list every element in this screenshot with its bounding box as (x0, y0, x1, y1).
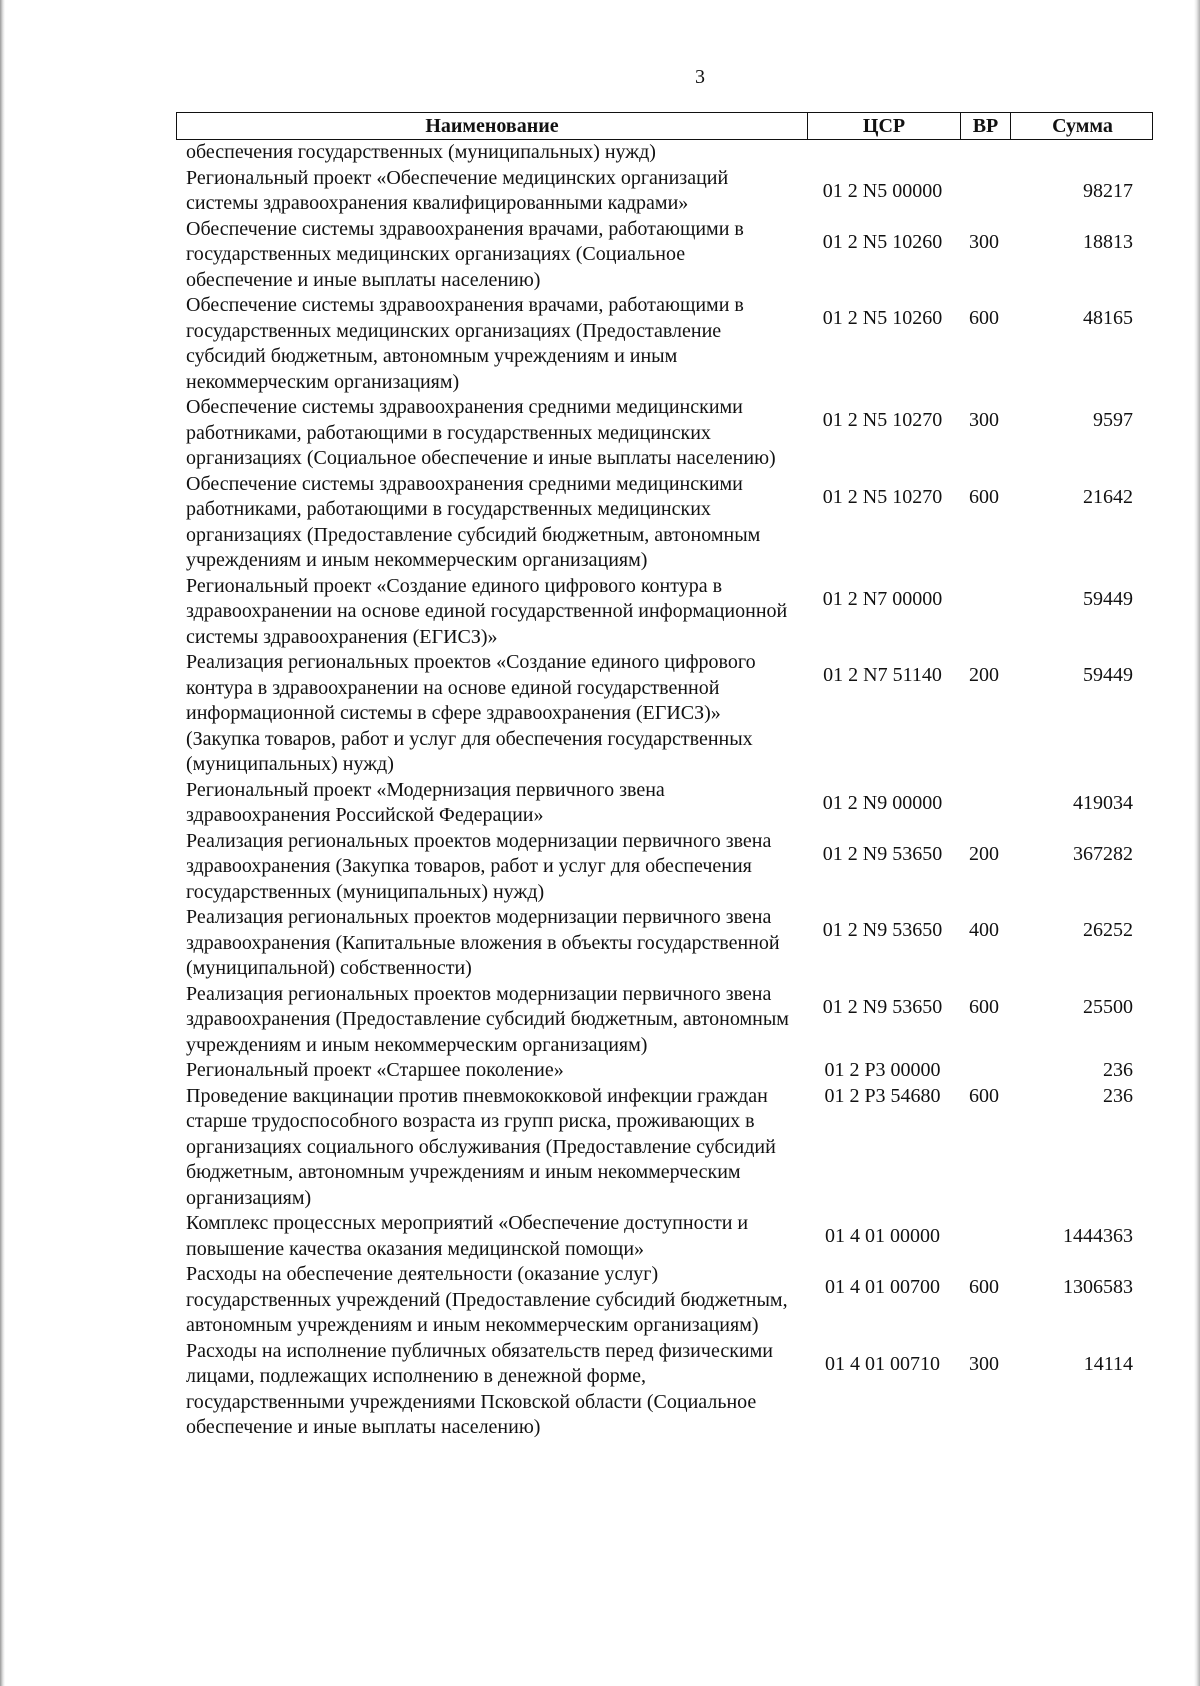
table-row (176, 293, 1153, 395)
row-csr: 01 2 N5 10270 (822, 485, 943, 508)
table-header (176, 112, 1153, 140)
row-csr: 01 2 P3 00000 (824, 1059, 941, 1081)
row-csr: 01 2 N5 00000 (822, 179, 943, 202)
table-row (176, 166, 1153, 217)
row-vr: 300 (969, 230, 999, 253)
row-csr: 01 2 N5 10260 (822, 230, 943, 253)
row-name: Реализация региональных проектов модернизации первичного звена здравоохранения (Предоставление субсидий бюджетным, автономным учреждениям и иным некоммерческим организациям) (186, 982, 789, 1056)
row-vr: 600 (969, 1276, 999, 1298)
row-csr: 01 2 N9 53650 (822, 842, 943, 865)
row-name: Региональный проект «Обеспечение медицинских организаций системы здравоохранения квалифицированными кадрами» (186, 166, 729, 214)
row-sum: 1306583 (1063, 1276, 1133, 1298)
row-name: Региональный проект «Модернизация первичного звена здравоохранения Российской Федерации» (186, 778, 665, 826)
row-name: Обеспечение системы здравоохранения средними медицинскими работниками, работающими в государственных медицинских организациях (Предоставление субсидий бюджетным, автономным учреждениям и иным некоммерческим организациям) (186, 472, 761, 571)
row-name: обеспечения государственных (муниципальных) нужд) (186, 141, 656, 163)
row-vr (959, 166, 1009, 217)
row-sum: 367282 (1073, 842, 1133, 865)
row-sum: 236 (1103, 1084, 1133, 1107)
table-row (176, 1262, 1153, 1339)
table-row (176, 905, 1153, 982)
table-row (176, 829, 1153, 906)
row-sum: 48165 (1083, 307, 1133, 329)
page-number: 3 (695, 66, 705, 88)
header-csr: ЦСР (807, 113, 960, 139)
row-name: Обеспечение системы здравоохранения врачами, работающими в государственных медицинских организациях (Социальное обеспечение и иные выплаты населению) (186, 217, 744, 291)
row-vr: 600 (969, 485, 999, 508)
row-csr: 01 2 P3 54680 (824, 1084, 941, 1107)
row-sum: 419034 (1073, 791, 1133, 814)
row-name: Проведение вакцинации против пневмококковой инфекции граждан старше трудоспособного возраста из групп риска, проживающих в организациях социального обслуживания (Предоставление субсидий бюджетным, автономным учреждениям и иным некоммерческим организациям) (186, 1084, 776, 1209)
row-csr: 01 4 01 00700 (825, 1276, 940, 1298)
scan-edge-left (0, 0, 5, 1686)
header-sum: Сумма (1010, 113, 1154, 139)
table-row (176, 982, 1153, 1059)
row-csr: 01 4 01 00000 (825, 1225, 940, 1247)
row-name: Обеспечение системы здравоохранения средними медицинскими работниками, работающими в государственных медицинских организациях (Социальное обеспечение и иные выплаты населению) (186, 396, 776, 469)
row-name: Реализация региональных проектов модернизации первичного звена здравоохранения (Капитальные вложения в объекты государственной (муниципальной) собственности) (186, 906, 780, 979)
table-row-continuation (176, 140, 1153, 166)
row-sum: 25500 (1083, 995, 1133, 1018)
row-sum: 21642 (1083, 485, 1133, 508)
row-sum: 1444363 (1063, 1225, 1133, 1247)
row-vr (959, 778, 1009, 829)
row-name: Региональный проект «Старшее поколение» (186, 1059, 564, 1081)
row-name: Региональный проект «Создание единого цифрового контура в здравоохранении на основе единой государственной информационной системы здравоохранения (ЕГИСЗ)» (186, 574, 788, 648)
table-row (176, 1339, 1153, 1441)
row-csr: 01 4 01 00710 (825, 1352, 940, 1375)
row-vr: 300 (969, 409, 999, 431)
row-csr: 01 2 N5 10270 (822, 409, 943, 431)
table-row (176, 472, 1153, 574)
budget-table (176, 112, 1153, 1441)
row-csr: 01 2 N9 00000 (822, 791, 943, 814)
scan-edge-right (1194, 0, 1200, 1686)
table-row (176, 778, 1153, 829)
row-sum: 236 (1103, 1059, 1133, 1081)
row-sum: 18813 (1083, 230, 1133, 253)
row-name: Расходы на обеспечение деятельности (оказание услуг) государственных учреждений (Предоставление субсидий бюджетным, автономным учреждениям и иным некоммерческим организациям) (186, 1263, 788, 1336)
row-vr: 400 (969, 919, 999, 941)
table-row (176, 395, 1153, 472)
row-vr: 200 (969, 664, 999, 686)
table-row (176, 1084, 1153, 1212)
row-sum: 9597 (1093, 409, 1133, 431)
table-row (176, 574, 1153, 651)
row-vr (959, 574, 1009, 651)
row-vr: 300 (969, 1352, 999, 1375)
row-csr: 01 2 N9 53650 (822, 919, 943, 941)
row-sum: 14114 (1083, 1352, 1133, 1375)
table-row (176, 217, 1153, 294)
row-vr: 600 (969, 1084, 999, 1107)
row-csr: 01 2 N7 00000 (822, 587, 943, 610)
row-name: Реализация региональных проектов «Создание единого цифрового контура в здравоохранении на основе единой государственной информационной системы в сфере здравоохранения (ЕГИСЗ)» (Закупка товаров, работ и услуг для обеспечения государственных (муниципальных) нужд) (186, 651, 756, 775)
row-csr: 01 2 N5 10260 (822, 307, 943, 329)
header-name: Наименование (425, 115, 559, 137)
row-sum: 98217 (1083, 179, 1133, 202)
row-vr (959, 1058, 1009, 1084)
row-csr: 01 2 N7 51140 (823, 664, 942, 686)
row-sum: 26252 (1083, 919, 1133, 941)
row-name: Обеспечение системы здравоохранения врачами, работающими в государственных медицинских организациях (Предоставление субсидий бюджетным, автономным учреждениям и иным некоммерческим организациям) (186, 294, 744, 393)
row-name: Реализация региональных проектов модернизации первичного звена здравоохранения (Закупка товаров, работ и услуг для обеспечения государственных (муниципальных) нужд) (186, 829, 772, 903)
row-vr: 600 (969, 995, 999, 1018)
table-row (176, 1211, 1153, 1262)
row-name: Расходы на исполнение публичных обязательств перед физическими лицами, подлежащих исполнению в денежной форме, государственными учреждениями Псковской области (Социальное обеспечение и иные выплаты населению) (186, 1339, 773, 1438)
row-csr: 01 2 N9 53650 (822, 995, 943, 1018)
row-sum: 59449 (1083, 587, 1133, 610)
row-vr: 600 (969, 307, 999, 329)
row-vr: 200 (969, 842, 999, 865)
row-sum: 59449 (1083, 664, 1133, 686)
table-row (176, 650, 1153, 778)
table-row (176, 1058, 1153, 1084)
row-name: Комплекс процессных мероприятий «Обеспечение доступности и повышение качества оказания медицинской помощи» (186, 1212, 749, 1260)
row-vr (959, 1211, 1009, 1262)
header-vr: ВР (960, 113, 1010, 139)
